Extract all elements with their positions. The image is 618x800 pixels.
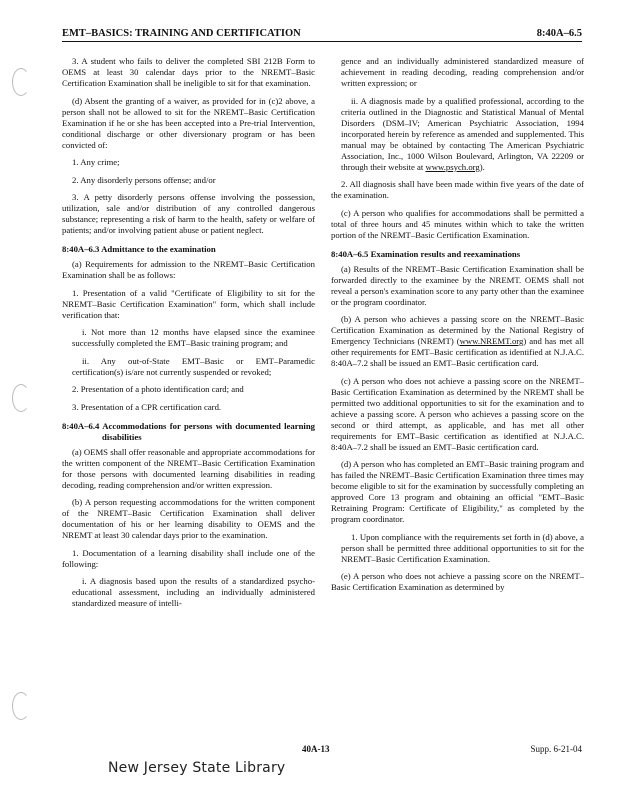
section-heading-6-5: 8:40A–6.5 Examination results and reexaminations	[331, 248, 521, 259]
paragraph-6-5-e: (e) A person who does not achieve a passing score on the NREMT–Basic Certification Examination as determined by	[331, 571, 584, 592]
item-d2: 2. Any disorderly persons offense; and/or	[72, 174, 216, 185]
item-6-4-b1-ii-end: ).	[479, 161, 485, 172]
paragraph-d: (d) Absent the granting of a waiver, as provided for in (c)2 above, a person shall not be allowed to sit for the NREMT–Basic Certification Examination if he or she has been accepted into a Pre-trial Intervention, conditional discharge or other diversionary program or has been convicted of:	[62, 95, 315, 150]
paragraph-6-4-c: (c) A person who qualifies for accommodations shall be permitted a total of three hours and 45 minutes within which to take the written portion of the NREMT–Basic Certification Examination.	[331, 207, 584, 240]
item-d3: 3. A petty disorderly persons offense involving the possession, utilization, sale and/or distribution of any controlled dangerous substance; representing a risk of harm to the health, safety or welfare of patients; and/or involving patient abuse or patient neglect.	[62, 192, 315, 235]
punch-hole-bottom	[12, 692, 30, 720]
paragraph-6-5-b-end: ) and has met all other requirements for EMT–Basic certification as identified at N.J.A.C. 8:40A–7.2 shall be issued an EMT–Basic certification card.	[331, 336, 584, 368]
header-section-number: 8:40A–6.5	[536, 28, 582, 39]
paragraph-6-4-a: (a) OEMS shall offer reasonable and appropriate accommodations for the written component of the NREMT–Basic Certification Examination for those persons with documented learning disabilities in reading decoding, reading comprehension and/or written expression.	[62, 446, 315, 490]
item-6-3-a2: 2. Presentation of a photo identification card; and	[72, 384, 244, 394]
punch-hole-middle	[12, 384, 30, 412]
paragraph-6-5-c: (c) A person who does not achieve a passing score on the NREMT–Basic Certification Examination as determined by the NREMT shall be permitted two additional opportunities to sit for the examination and to achieve a passing score. A person who achieves a passing score on the second or third attempt, as applicable, and has met all other requirements for EMT–Basic certification as identified at N.J.A.C. 8:40A–7.2 shall be issued an EMT–Basic certification card.	[331, 375, 584, 452]
psych-org-link[interactable]: www.psych.org	[425, 161, 480, 172]
item-6-4-b1-i: i. A diagnosis based upon the results of a standardized psycho-educational assessment, including an individually administered standardized measure of intelli-	[72, 576, 315, 608]
item-6-3-a1-i: i. Not more than 12 months have elapsed since the examinee successfully completed the EMT–Basic training program; and	[72, 327, 315, 348]
paragraph-6-5-d: (d) A person who has completed an EMT–Basic training program and has failed the NREMT–Basic Certification Examination three times may become eligible to sit for the examination by successfully completing an approved Core 13 program and obtaining an official "EMT–Basic Retraining Program: Certificate of Eligibility," as completed by the program coordinator.	[331, 459, 584, 524]
page-number: 40A-13	[302, 744, 330, 754]
paragraph-6-3-a: (a) Requirements for admission to the NREMT–Basic Certification Examination shall be as follows:	[62, 259, 315, 280]
item-6-4-b2: 2. All diagnosis shall have been made within five years of the date of the examination.	[331, 179, 584, 200]
paragraph-6-4-b: (b) A person requesting accommodations for the written component of the NREMT–Basic Certification Examination shall deliver documentation of his or her learning disability to OEMS and the NREMT at least 30 calendar days prior to the examination.	[62, 497, 315, 540]
item-6-3-a1-ii: ii. Any out-of-State EMT–Basic or EMT–Paramedic certification(s) is/are not currently suspended or revoked;	[72, 355, 315, 377]
paragraph-6-5-b	[331, 314, 584, 369]
section-heading-6-4: 8:40A–6.4 Accommodations for persons with documented learning disabilities	[62, 420, 315, 442]
paragraph-c3: 3. A student who fails to deliver the completed SBI 212B Form to OEMS at least 30 calendar days prior to the NREMT–Basic Certification Examination shall be ineligible to sit for that examination.	[62, 56, 315, 88]
item-6-4-b1-ii-text: ii. A diagnosis made by a qualified professional, according to the criteria outlined in the Diagnostic and Statistical Manual of Mental Disorders (DSM–IV; American Psychiatric Association, 1994 incorporated herein by reference as amended and supplemented. This manual may be obtained by contacting The American Psychiatric Association, Inc., 1000 Wilson Boulevard, Arlington, VA 22209 or through their website at	[341, 95, 584, 172]
library-stamp: New Jersey State Library	[108, 760, 286, 776]
item-6-4-b1: 1. Documentation of a learning disability shall include one of the following:	[62, 547, 315, 569]
supplement-date: Supp. 6-21-04	[530, 744, 582, 754]
item-d1: 1. Any crime;	[72, 157, 120, 167]
running-header	[62, 28, 582, 42]
item-6-5-d1: 1. Upon compliance with the requirements set forth in (d) above, a person shall be permitted three additional opportunities to sit for the NREMT–Basic Certification Examination.	[341, 531, 584, 564]
section-heading-6-3: 8:40A–6.3 Admittance to the examination	[62, 244, 216, 254]
item-6-3-a3: 3. Presentation of a CPR certification card.	[72, 401, 222, 412]
punch-hole-top	[12, 68, 30, 96]
continuation-paragraph: gence and an individually administered standardized measure of achievement in reading decoding, reading comprehension and/or written expression; or	[341, 56, 584, 88]
header-title: EMT–BASICS: TRAINING AND CERTIFICATION	[62, 28, 301, 39]
paragraph-6-5-b-text: (b) A person who achieves a passing score on the NREMT–Basic Certification Examination as determined by the National Registry of Emergency Technicians (NREMT) (	[331, 314, 584, 346]
nremt-org-link[interactable]: www.NREMT.org	[459, 336, 524, 346]
right-column	[331, 56, 584, 600]
paragraph-6-5-a: (a) Results of the NREMT–Basic Certification Examination shall be forwarded directly to the examinee by the NREMT. OEMS shall not reveal a person's examination score to any party other than the examinee or the program coordinator.	[331, 263, 584, 307]
item-6-4-b1-ii	[331, 96, 584, 173]
left-column	[62, 56, 315, 616]
item-6-3-a1: 1. Presentation of a valid "Certificate of Eligibility to sit for the NREMT–Basic Certification Examination" form, which shall include verification that:	[62, 287, 315, 320]
